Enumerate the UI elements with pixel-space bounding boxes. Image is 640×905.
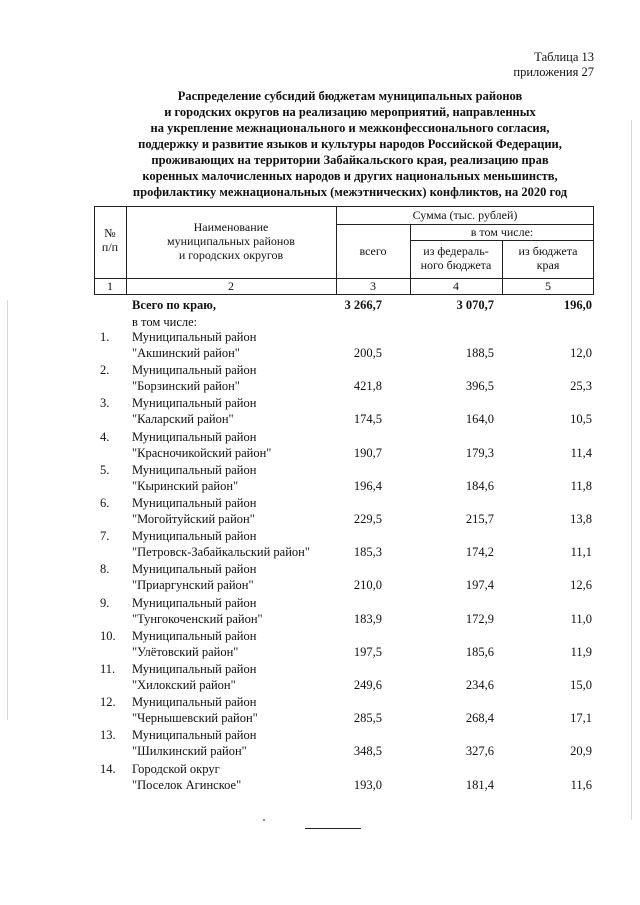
table-row [0,695,640,728]
title-line: Распределение субсидий бюджетам муниципальных районов [177,89,523,103]
table-row [0,396,640,429]
row-type: Муниципальный район [132,595,257,610]
total-federal: 3 070,7 [456,298,494,312]
row-federal: 164,0 [465,412,494,427]
col-number: 4 [453,279,459,293]
row-regional: 15,0 [570,678,592,692]
row-type: Муниципальный район [132,628,257,643]
row-number: 1. [100,330,110,344]
row-federal: 179,3 [465,445,494,460]
row-name: "Борзинский район" [132,379,240,394]
total-row [0,298,640,331]
row-number: 10. [100,628,116,643]
in-that-number-label: в том числе: [132,315,198,329]
row-regional: 25,3 [570,379,592,394]
row-type: Муниципальный район [132,330,257,344]
table-row [0,629,640,662]
row-regional: 17,1 [570,711,592,726]
table-reference [513,50,594,80]
row-type: Муниципальный район [132,396,257,411]
row-federal: 188,5 [465,346,494,360]
row-total: 200,5 [353,346,382,360]
row-regional: 10,5 [570,412,592,427]
row-name: "Чернышевский район" [132,711,258,726]
table-row [0,662,640,695]
table-row [0,363,640,396]
row-regional: 12,6 [570,578,592,593]
col-number: 1 [107,279,113,293]
header-border-bottom [94,294,594,295]
header-regional: из бюджета края [518,244,578,272]
row-type: Муниципальный район [132,496,257,510]
scan-mark [263,819,265,821]
row-type: Муниципальный район [132,562,257,577]
row-total: 183,9 [353,611,382,626]
row-number: 5. [100,462,110,477]
row-name: "Красночикойский район" [132,445,272,460]
col-number: 5 [545,279,551,293]
row-number: 6. [100,496,110,510]
row-total: 190,7 [353,445,382,460]
header-in-that-number: в том числе: [470,225,534,239]
row-name: "Могойтуйский район" [132,512,255,526]
row-number: 7. [100,529,110,544]
table-row [0,463,640,496]
table-row [0,529,640,562]
title-line: и городских округов на реализацию мероприятий, направленных [164,105,536,119]
row-regional: 11,9 [570,644,592,659]
row-federal: 181,4 [465,777,494,792]
end-line [305,828,361,829]
title-line: профилактику межнациональных (межэтнических) конфликтов, на 2020 год [132,185,568,199]
row-name: "Приаргунский район" [132,578,254,593]
row-total: 285,5 [353,711,382,726]
row-number: 9. [100,595,110,610]
row-regional: 11,6 [570,777,592,792]
row-federal: 396,5 [465,379,494,394]
row-type: Муниципальный район [132,529,257,544]
row-total: 197,5 [353,644,382,659]
row-type: Городской округ [132,761,220,776]
row-federal: 215,7 [465,512,494,526]
row-number: 8. [100,562,110,577]
table-number: Таблица 13 [534,50,594,64]
row-regional: 11,4 [570,445,592,460]
row-federal: 172,9 [465,611,494,626]
header-federal: из федераль- ного бюджета [420,244,492,272]
document-title [90,88,610,200]
title-line: проживающих на территории Забайкальского края, реализацию прав [151,153,549,167]
row-total: 348,5 [353,744,382,759]
row-regional: 11,1 [570,545,592,560]
row-federal: 197,4 [465,578,494,593]
row-total: 249,6 [353,678,382,692]
table-header [94,206,594,294]
total-regional: 196,0 [563,298,592,312]
row-name: "Кыринский район" [132,478,239,493]
header-num: № п/п [101,226,119,254]
row-name: "Акшинский район" [132,346,240,360]
row-regional: 11,8 [570,478,592,493]
row-number: 2. [100,363,110,378]
row-federal: 268,4 [465,711,494,726]
row-total: 185,3 [353,545,382,560]
row-federal: 234,6 [465,678,494,692]
table-row [0,596,640,629]
row-number: 11. [100,662,116,676]
table-row [0,496,640,529]
header-name: Наименование муниципальных районов и городских округов [167,220,295,262]
row-total: 174,5 [353,412,382,427]
row-federal: 185,6 [465,644,494,659]
table-row [0,762,640,795]
row-number: 14. [100,761,116,776]
row-number: 12. [100,695,116,710]
row-regional: 11,0 [570,611,592,626]
row-name: "Улётовский район" [132,644,239,659]
title-line: коренных малочисленных народов и других национальных меньшинств, [142,169,558,183]
table-row [0,728,640,761]
appendix-number: приложения 27 [513,65,594,79]
header-total: всего [359,244,387,258]
row-name: "Тунгокоченский район" [132,611,263,626]
row-type: Муниципальный район [132,363,257,378]
row-name: "Каларский район" [132,412,234,427]
row-regional: 20,9 [570,744,592,759]
row-total: 193,0 [353,777,382,792]
row-name: "Петровск-Забайкальский район" [132,545,310,560]
row-federal: 174,2 [465,545,494,560]
row-number: 13. [100,728,116,743]
title-line: поддержку и развитие языков и культуры народов Российской Федерации, [138,137,562,151]
row-number: 4. [100,429,110,444]
title-line: на укрепление межнационального и межконфессионального согласия, [150,121,550,135]
row-name: "Поселок Агинское" [132,777,242,792]
row-number: 3. [100,396,110,411]
row-regional: 13,8 [570,512,592,526]
row-type: Муниципальный район [132,662,257,676]
table-row [0,562,640,595]
row-type: Муниципальный район [132,728,257,743]
col-number: 3 [370,279,376,293]
row-regional: 12,0 [570,346,592,360]
row-name: "Шилкинский район" [132,744,247,759]
row-type: Муниципальный район [132,429,257,444]
row-total: 196,4 [353,478,382,493]
total-sum: 3 266,7 [344,298,382,312]
row-federal: 327,6 [465,744,494,759]
header-sum: Сумма (тыс. рублей) [412,208,518,222]
header-border-top [94,206,594,207]
row-type: Муниципальный район [132,695,257,710]
row-total: 210,0 [353,578,382,593]
col-number: 2 [228,279,234,293]
row-name: "Хилокский район" [132,678,236,692]
total-label: Всего по краю, [132,298,216,312]
table-row [0,430,640,463]
row-type: Муниципальный район [132,462,257,477]
row-federal: 184,6 [465,478,494,493]
table-row [0,330,640,363]
row-total: 229,5 [353,512,382,526]
row-total: 421,8 [353,379,382,394]
